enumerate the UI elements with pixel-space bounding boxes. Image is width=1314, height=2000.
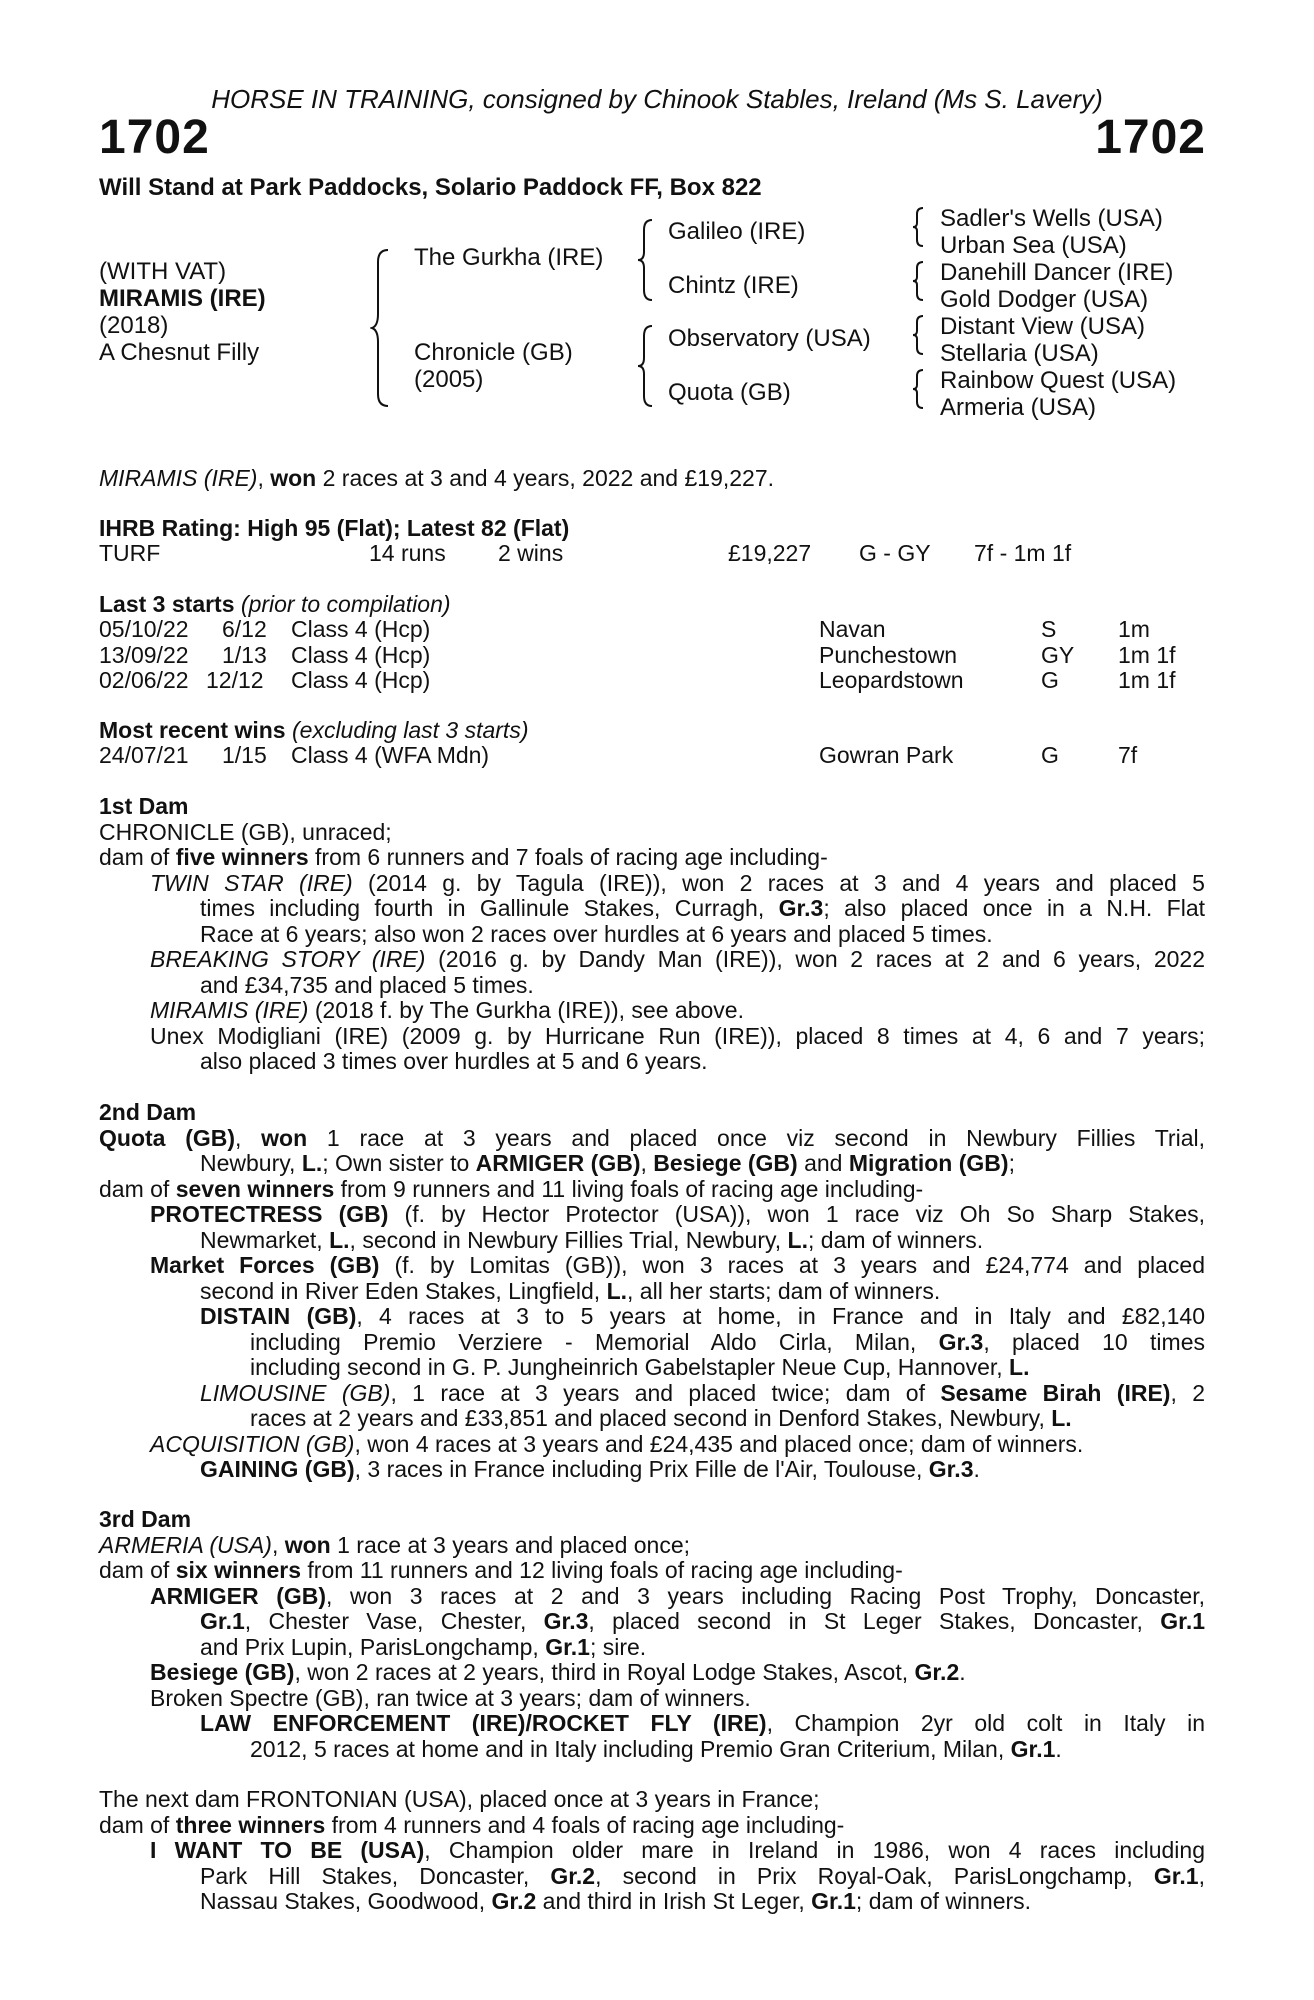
first-dam-heading: 1st Dam [99, 793, 189, 819]
start-going: S [1041, 616, 1057, 642]
pedigree-dds: Rainbow Quest (USA) [940, 367, 1177, 394]
progeny-limousine: LIMOUSINE (GB), 1 race at 3 years and placed twice; dam of Sesame Birah (IRE), 2 [200, 1379, 1206, 1406]
third-dam-section: 3rd Dam ARMERIA (USA), won 1 race at 3 years and placed once; dam of six winners from 11 runners and 12 living foals of racing age including- ARMIGER (GB), won 3 races at 2 and 3 years including Racing Post Trophy, Doncaster, Gr.1, Chester Vase, Chester, Gr.3, placed second in St Leger Stakes, Doncaster, Gr.1 and Prix Lupin, ParisLongchamp, Gr.1; sire. Besiege (GB), won 2 races at 2 years, third in Royal Lodge Stakes, Ascot, Gr.2. Broken Spectre (GB), ran twice at 3 years; dam of winners. LAW ENFORCEMENT (IRE)/ROCKET FLY (IRE), Champion 2yr old colt in Italy in 2012, 5 races at home and in Italy including Premio Gran Criterium, Milan, Gr.1. [99, 1506, 1206, 1762]
pedigree-brace-main [370, 248, 394, 408]
pedigree-sire-dam: Chintz (IRE) [668, 272, 799, 299]
pedigree-ssd: Urban Sea (USA) [940, 232, 1127, 259]
horse-year: (2018) [99, 312, 169, 339]
stand-location: Will Stand at Park Paddocks, Solario Paddock FF, Box 822 [99, 174, 762, 201]
pedigree-dam-year: (2005) [414, 366, 484, 393]
start-course: Leopardstown [819, 667, 964, 693]
start-going: GY [1041, 642, 1075, 668]
pedigree-sss: Sadler's Wells (USA) [940, 205, 1163, 232]
pedigree-braces-third [910, 204, 926, 424]
second-dam-section: 2nd Dam Quota (GB), won 1 race at 3 years and placed once viz second in Newbury Fillies Trial, Newbury, L.; Own sister to ARMIGER (GB), Besiege (GB) and Migration (GB); dam of seven winners from 9 runners and 11 living foals of racing age including- PROTECTRESS (GB) (f. by Hector Protector (USA)), won 1 race viz Oh So Sharp Stakes, Newmarket, L., second in Newbury Fillies Trial, Newbury, L.; dam of winners. Market Forces (GB) (f. by Lomitas (GB)), won 3 races at 3 years and £24,774 and placed second in River Eden Stakes, Lingfield, L., all her starts; dam of winners. DISTAIN (GB), 4 races at 3 to 5 years at home, in France and in Italy and £82,140 including Premio Verziere - Memorial Aldo Cirla, Milan, Gr.3, placed 10 times including second in G. P. Jungheinrich Gabelstapler Neue Cup, Hannover, L. LIMOUSINE (GB), 1 race at 3 years and placed twice; dam of Sesame Birah (IRE), 2 races at 2 years and £33,851 and placed second in Denford Stakes, Newbury, L. ACQUISITION (GB), won 4 races at 3 years and £24,435 and placed once; dam of winners. GAINING (GB), 3 races in France including Prix Fille de l'Air, Toulouse, Gr.3. [99, 1099, 1206, 1482]
start-position: 12/12 [206, 667, 264, 693]
horse-description: A Chesnut Filly [99, 339, 260, 366]
progeny-breaking-story: BREAKING STORY (IRE) (2016 g. by Dandy Man (IRE)), won 2 races at 2 and 6 years, 2022 [150, 946, 1206, 972]
pedigree-brace-dam [636, 324, 656, 408]
race-summary: MIRAMIS (IRE), won 2 races at 3 and 4 years, 2022 and £19,227. [99, 465, 775, 491]
start-position: 1/13 [222, 642, 267, 668]
progeny-law-enforcement: LAW ENFORCEMENT (IRE)/ROCKET FLY (IRE), Champion 2yr old colt in Italy in [200, 1710, 1205, 1736]
progeny-i-want-to-be: I WANT TO BE (USA), Champion older mare in Ireland in 1986, won 4 races including [150, 1837, 1206, 1863]
pedigree-sire-sire: Galileo (IRE) [668, 218, 806, 245]
rating-wins: 2 wins [498, 540, 564, 566]
start-course: Navan [819, 616, 886, 642]
start-class: Class 4 (Hcp) [291, 642, 431, 668]
second-dam-heading: 2nd Dam [99, 1099, 197, 1125]
start-date: 05/10/22 [99, 616, 189, 642]
horse-vat: (WITH VAT) [99, 258, 227, 285]
start-going: G [1041, 667, 1059, 693]
win-class: Class 4 (WFA Mdn) [291, 742, 490, 768]
pedigree-dsd: Stellaria (USA) [940, 340, 1099, 367]
start-class: Class 4 (Hcp) [291, 667, 431, 693]
rating-surface: TURF [99, 540, 161, 566]
lot-number-left: 1702 [99, 111, 210, 164]
rating-title: IHRB Rating: High 95 (Flat); Latest 82 (Flat) [99, 515, 570, 541]
start-date: 02/06/22 [99, 667, 189, 693]
progeny-distain: DISTAIN (GB), 4 races at 3 to 5 years at home, in France and in Italy and £82,140 [200, 1303, 1205, 1329]
pedigree-sdd: Gold Dodger (USA) [940, 286, 1149, 313]
rating-runs: 14 runs [369, 540, 446, 566]
progeny-broken-spectre: Broken Spectre (GB), ran twice at 3 years; dam of winners. [150, 1684, 751, 1711]
lot-number-right: 1702 [1095, 111, 1206, 164]
rating-prize: £19,227 [728, 540, 812, 566]
progeny-unex-modigliani: Unex Modigliani (IRE) (2009 g. by Hurricane Run (IRE)), placed 8 times at 4, 6 and 7 years; [150, 1022, 1205, 1049]
progeny-protectress: PROTECTRESS (GB) (f. by Hector Protector (USA)), won 1 race viz Oh So Sharp Stakes, [150, 1201, 1206, 1227]
start-position: 6/12 [222, 616, 267, 642]
start-course: Punchestown [819, 642, 958, 668]
first-dam-section: 1st Dam CHRONICLE (GB), unraced; dam of five winners from 6 runners and 7 foals of racing age including- TWIN STAR (IRE) (2014 g. by Tagula (IRE)), won 2 races at 3 and 4 years and placed 5 times including fourth in Gallinule Stakes, Curragh, Gr.3; also placed once in a N.H. Flat Race at 6 years; also won 2 races over hurdles at 6 years and placed 5 times. BREAKING STORY (IRE) (2016 g. by Dandy Man (IRE)), won 2 races at 2 and 6 years, 2022 and £34,735 and placed 5 times. MIRAMIS (IRE) (2018 f. by The Gurkha (IRE)), see above. Unex Modigliani (IRE) (2009 g. by Hurricane Run (IRE)), placed 8 times at 4, 6 and 7 years; also placed 3 times over hurdles at 5 and 6 years. [99, 793, 1206, 1074]
third-dam-heading: 3rd Dam [99, 1506, 192, 1532]
pedigree-brace-sire [636, 218, 656, 302]
progeny-armiger: ARMIGER (GB), won 3 races at 2 and 3 years including Racing Post Trophy, Doncaster, [150, 1582, 1205, 1609]
pedigree-dam: Chronicle (GB) [414, 339, 573, 366]
start-date: 13/09/22 [99, 642, 189, 668]
pedigree-dam-sire: Observatory (USA) [668, 325, 871, 352]
start-distance: 1m 1f [1118, 667, 1176, 693]
win-distance: 7f [1118, 742, 1138, 768]
progeny-miramis: MIRAMIS (IRE) (2018 f. by The Gurkha (IRE)), see above. [150, 997, 744, 1023]
win-course: Gowran Park [819, 742, 954, 768]
next-dam-name: The next dam FRONTONIAN (USA), placed once at 3 years in France; [99, 1786, 820, 1812]
first-dam-name: CHRONICLE (GB), unraced; [99, 818, 392, 845]
third-dam-record: ARMERIA (USA), won 1 race at 3 years and placed once; [99, 1531, 691, 1558]
recent-wins-heading: Most recent wins (excluding last 3 starts) [99, 717, 529, 743]
next-dam-section: The next dam FRONTONIAN (USA), placed once at 3 years in France; dam of three winners from 4 runners and 4 foals of racing age including- I WANT TO BE (USA), Champion older mare in Ireland in 1986, won 4 races including Park Hill Stakes, Doncaster, Gr.2, second in Prix Royal-Oak, ParisLongchamp, Gr.1, Nassau Stakes, Goodwood, Gr.2 and third in Irish St Leger, Gr.1; dam of winners. [99, 1786, 1206, 1914]
progeny-gaining: GAINING (GB), 3 races in France including Prix Fille de l'Air, Toulouse, Gr.3. [200, 1456, 980, 1482]
progeny-acquisition: ACQUISITION (GB), won 4 races at 3 years and £24,435 and placed once; dam of winners. [150, 1430, 1084, 1457]
pedigree-dam-dam: Quota (GB) [668, 379, 791, 406]
pedigree-sire: The Gurkha (IRE) [414, 244, 604, 271]
pedigree-ddd: Armeria (USA) [940, 394, 1097, 421]
progeny-besiege: Besiege (GB), won 2 races at 2 years, third in Royal Lodge Stakes, Ascot, Gr.2. [150, 1659, 966, 1685]
consignor-header: HORSE IN TRAINING, consigned by Chinook Stables, Ireland (Ms S. Lavery) [211, 84, 1103, 114]
start-class: Class 4 (Hcp) [291, 616, 431, 642]
second-dam-record: Quota (GB), won 1 race at 3 years and placed once viz second in Newbury Fillies Trial, [99, 1124, 1205, 1151]
pedigree-dss: Distant View (USA) [940, 313, 1145, 340]
rating-going: G - GY [859, 540, 931, 566]
pedigree-sds: Danehill Dancer (IRE) [940, 259, 1174, 286]
start-distance: 1m 1f [1118, 642, 1176, 668]
start-distance: 1m [1118, 616, 1150, 642]
win-date: 24/07/21 [99, 742, 189, 768]
progeny-twin-star: TWIN STAR (IRE) (2014 g. by Tagula (IRE)), won 2 races at 3 and 4 years and placed 5 [150, 869, 1205, 896]
win-going: G [1041, 742, 1059, 768]
horse-name: MIRAMIS (IRE) [99, 285, 266, 312]
progeny-market-forces: Market Forces (GB) (f. by Lomitas (GB)), won 3 races at 3 years and £24,774 and placed [150, 1252, 1205, 1278]
last3-heading: Last 3 starts (prior to compilation) [99, 591, 451, 617]
first-dam-record: dam of five winners from 6 runners and 7 foals of racing age including- [99, 844, 828, 870]
win-position: 1/15 [222, 742, 267, 768]
rating-distance: 7f - 1m 1f [974, 540, 1072, 566]
